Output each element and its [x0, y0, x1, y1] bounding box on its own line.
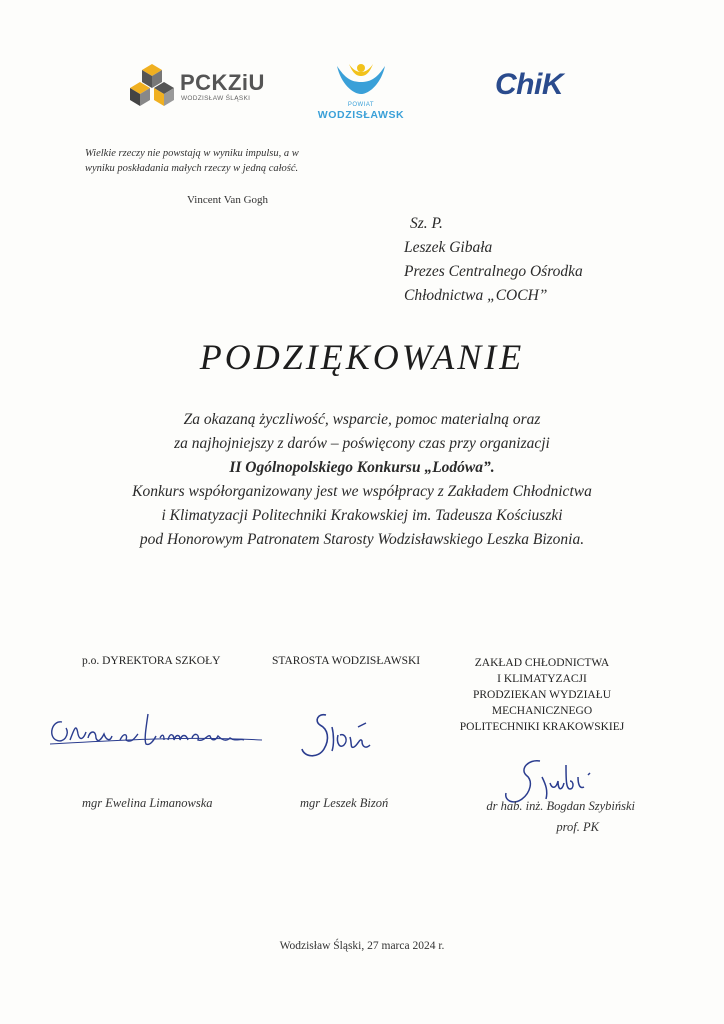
dyrektor-name: mgr Ewelina Limanowska [82, 796, 213, 810]
powiat-logo [306, 60, 416, 126]
pckziu-logo [128, 62, 265, 110]
pckziu-name: PCKZiU [180, 70, 265, 95]
prodziekan-name [455, 796, 635, 838]
recipient-organization: Chłodnictwa „COCH” [404, 287, 548, 304]
document-title: PODZIĘKOWANIE [199, 337, 525, 377]
zaklad-heading-line: MECHANICZNEGO [491, 705, 593, 717]
recipient-name: Leszek Gibała [404, 239, 493, 256]
bizon-signature [296, 705, 386, 765]
recipient-salutation: Sz. P. [410, 215, 443, 232]
motto-quote: Wielkie rzeczy nie powstają w wyniku impulsu, a w wyniku poskładania małych rzeczy w jedną całość. [85, 148, 299, 174]
pckziu-cubes-icon [128, 62, 176, 110]
powiat-label-big: WODZISŁAWSK [317, 109, 405, 121]
pckziu-subtitle: WODZISŁAW ŚLĄSKI [181, 95, 251, 102]
body-line: Za okazaną życzliwość, wsparcie, pomoc materialną oraz [183, 411, 541, 428]
dyrektor-heading: p.o. DYREKTORA SZKOŁY [82, 655, 221, 667]
motto-author: Vincent Van Gogh [187, 194, 269, 206]
body-line: Konkurs współorganizowany jest we współpracy z Zakładem Chłodnictwa [132, 483, 592, 500]
zaklad-heading-line: POLITECHNIKI KRAKOWSKIEJ [459, 721, 625, 733]
starosta-heading: STAROSTA WODZISŁAWSKI [272, 655, 421, 667]
chik-logo: ChiK [495, 68, 563, 101]
zaklad-heading-line: ZAKŁAD CHŁODNICTWA [474, 657, 610, 669]
body-line: pod Honorowym Patronatem Starosty Wodzisławskiego Leszka Bizonia. [139, 531, 585, 548]
zaklad-heading-line: I KLIMATYZACJI [497, 673, 587, 685]
place-and-date: Wodzisław Śląski, 27 marca 2024 r. [279, 940, 445, 952]
recipient-position: Prezes Centralnego Ośrodka [404, 263, 583, 280]
prodziekan-name-line: dr hab. inż. Bogdan Szybiński [486, 799, 635, 813]
thanks-body [30, 408, 694, 552]
body-line: i Klimatyzacji Politechniki Krakowskiej im. Tadeusza Kościuszki [161, 507, 563, 524]
contest-name: II Ogólnopolskiego Konkursu „Lodówa”. [229, 459, 495, 476]
limanowska-signature [40, 700, 270, 760]
recipient-block [404, 212, 583, 308]
powiat-emblem-icon [331, 60, 391, 100]
starosta-name: mgr Leszek Bizoń [300, 796, 389, 810]
zaklad-heading-line: PRODZIEKAN WYDZIAŁU [472, 689, 612, 701]
zaklad-heading [452, 655, 632, 735]
powiat-label-small: POWIAT [347, 102, 375, 108]
prodziekan-title-line: prof. PK [556, 820, 599, 834]
body-line: za najhojniejszy z darów – poświęcony czas przy organizacji [174, 435, 550, 452]
